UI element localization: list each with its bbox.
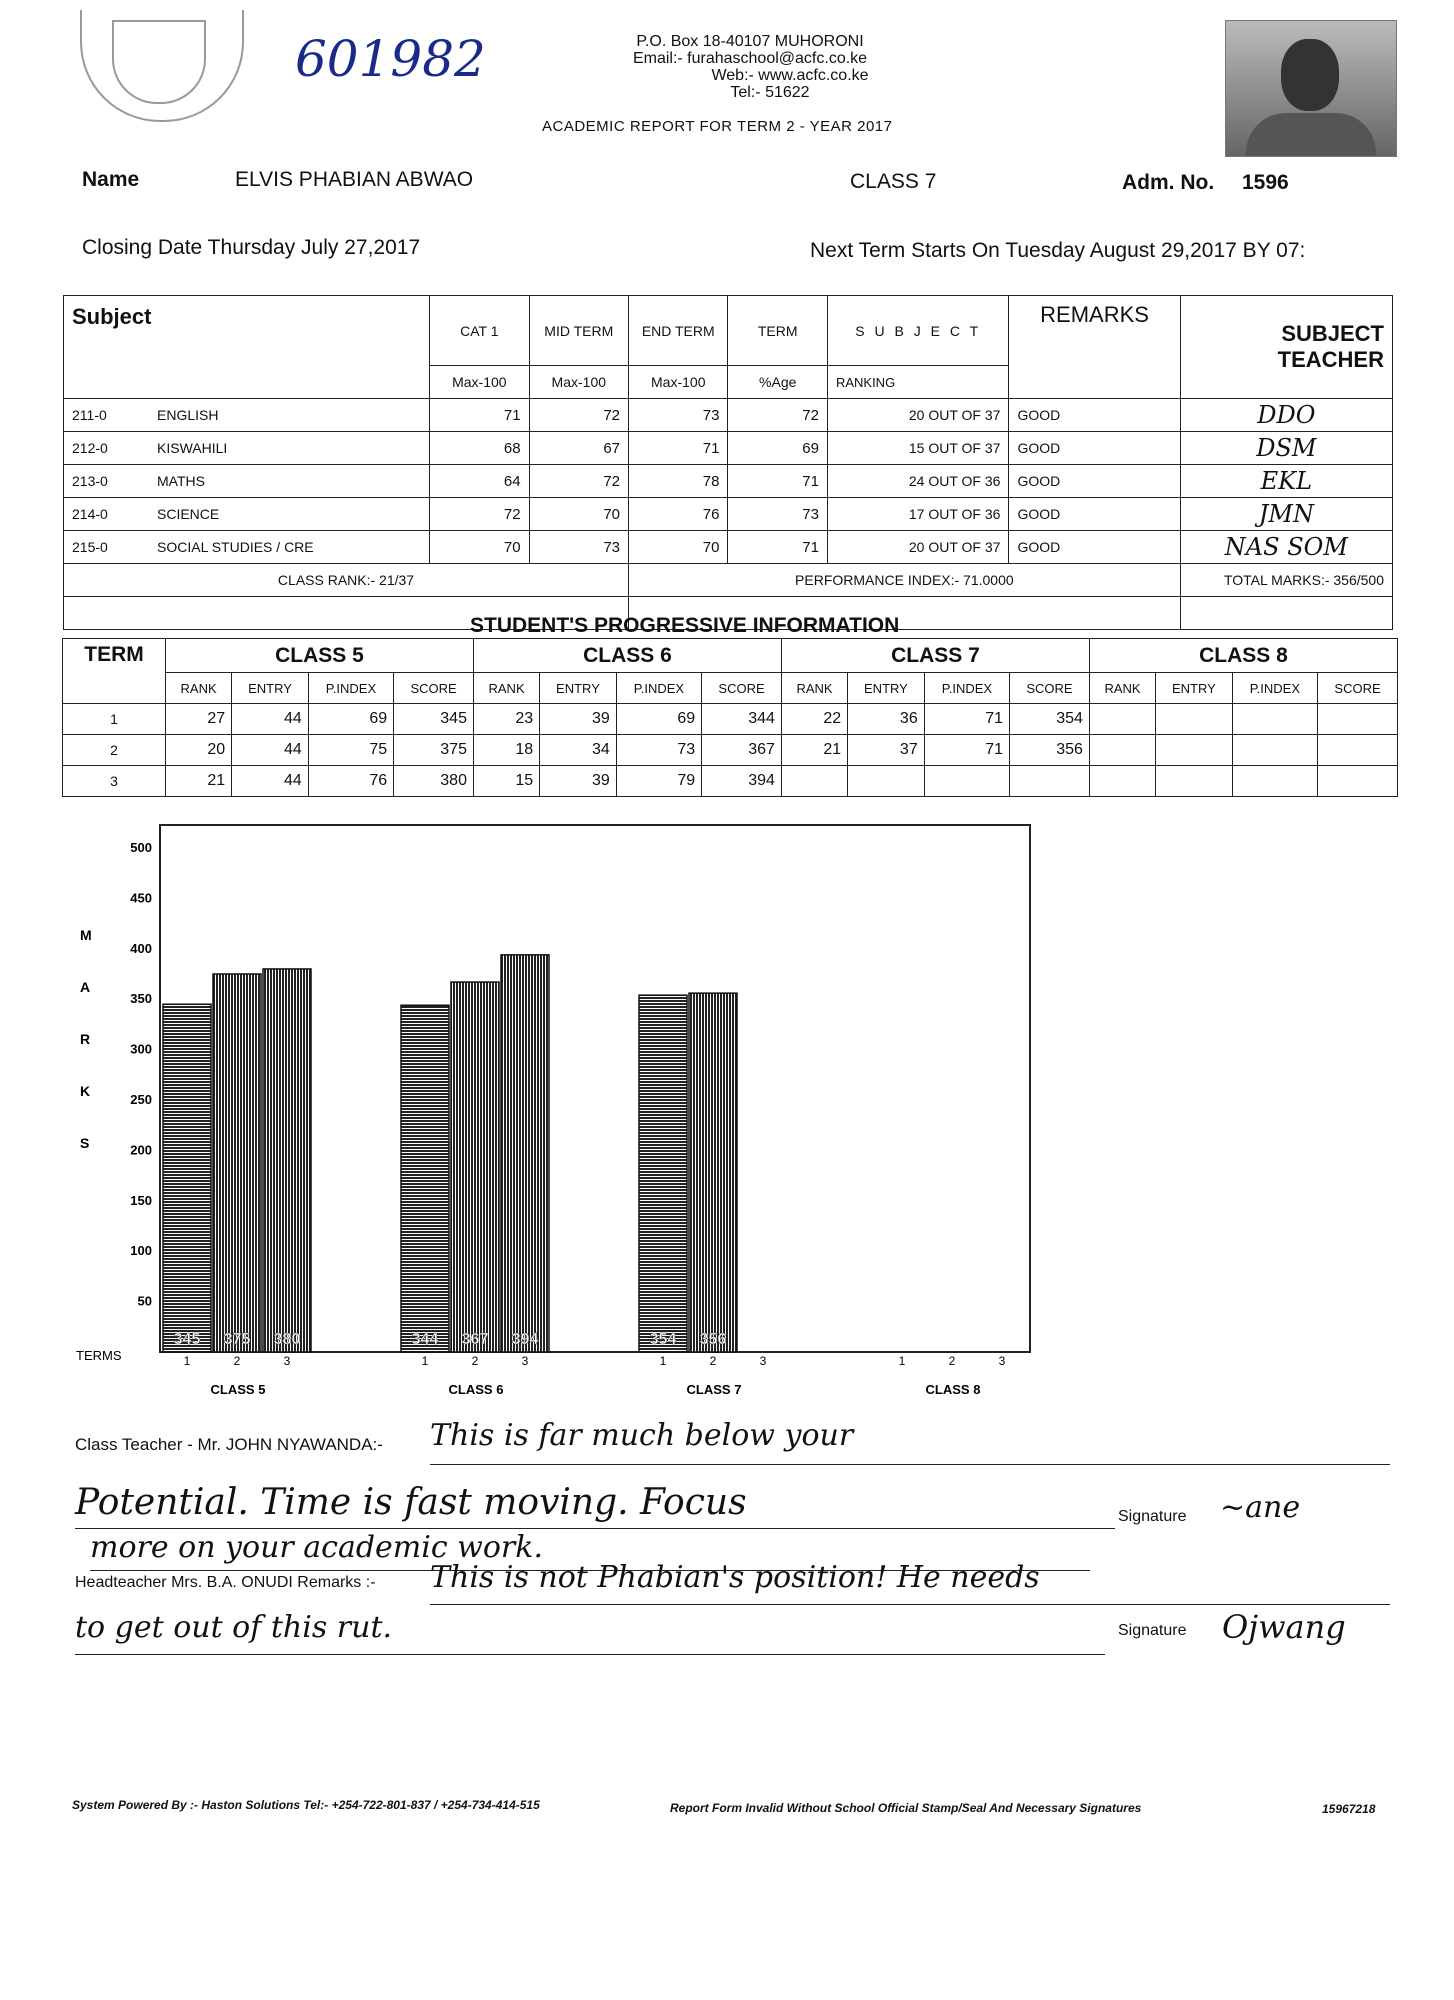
bar-data-label: 345 — [173, 1331, 201, 1348]
progress-cell: 37 — [848, 735, 925, 766]
subject-code: 214-0 — [72, 505, 108, 522]
col-ranking-sub: RANKING — [827, 366, 1009, 399]
class-group-label: CLASS 5 — [210, 1382, 266, 1397]
headteacher-label: Headteacher Mrs. B.A. ONUDI Remarks :- — [75, 1574, 376, 1591]
remark-cell: GOOD — [1009, 465, 1180, 498]
y-tick-label: 250 — [130, 1092, 152, 1107]
marks-row — [64, 531, 1393, 564]
term-tick-label: 3 — [998, 1354, 1006, 1368]
bar — [451, 982, 499, 1352]
remark-cell: GOOD — [1009, 531, 1180, 564]
name-label: Name — [82, 168, 140, 191]
subject-code: 211-0 — [72, 406, 107, 423]
progress-row — [63, 735, 1398, 766]
school-contact-block — [600, 33, 900, 101]
rank-cell: 24 OUT OF 36 — [827, 465, 1009, 498]
end-cell: 78 — [629, 465, 728, 498]
marks-row — [64, 465, 1393, 498]
subject-cell — [64, 531, 430, 564]
progress-cell: 367 — [702, 735, 782, 766]
student-photo — [1225, 20, 1397, 157]
progress-cell: 22 — [781, 704, 847, 735]
progress-cell — [1318, 766, 1398, 797]
bar — [401, 1005, 449, 1352]
class-6-header: CLASS 6 — [473, 639, 781, 673]
adm-label: Adm. No. — [1122, 171, 1215, 194]
y-tick-label: 50 — [137, 1293, 152, 1309]
progress-cell — [781, 766, 847, 797]
bar — [639, 995, 687, 1352]
y-axis-label-letter: K — [80, 1083, 91, 1099]
progress-cell — [1010, 766, 1090, 797]
student-name: ELVIS PHABIAN ABWAO — [235, 168, 474, 191]
col-subject: Subject — [64, 296, 430, 399]
progress-subheader: P.INDEX — [308, 673, 393, 704]
col-mid: MID TERM — [529, 296, 628, 366]
teacher-cell: EKL — [1180, 465, 1392, 498]
progress-subheader: RANK — [166, 673, 232, 704]
progress-cell: 21 — [781, 735, 847, 766]
performance-index: PERFORMANCE INDEX:- 71.0000 — [629, 564, 1181, 597]
term-tick-label: 3 — [283, 1354, 291, 1368]
term-tick-label: 1 — [183, 1354, 191, 1368]
headteacher-signature: Ojwang — [1222, 1608, 1346, 1646]
bar-data-label: 375 — [223, 1331, 251, 1348]
progress-subheader: P.INDEX — [1232, 673, 1317, 704]
term-cell: 71 — [728, 531, 827, 564]
y-tick-label: 300 — [130, 1041, 152, 1057]
progress-cell: 44 — [232, 704, 309, 735]
term-tick-label: 2 — [233, 1354, 241, 1368]
empty-cell — [1180, 597, 1392, 630]
progress-subheader: ENTRY — [540, 673, 617, 704]
progress-subheader: P.INDEX — [924, 673, 1009, 704]
progress-cell: 356 — [1010, 735, 1090, 766]
remark-cell: GOOD — [1009, 432, 1180, 465]
y-axis-label-letter: A — [80, 979, 91, 995]
progress-subheader: RANK — [1089, 673, 1155, 704]
progress-cell: 20 — [166, 735, 232, 766]
progress-cell: 345 — [394, 704, 474, 735]
progress-subheader: SCORE — [394, 673, 474, 704]
y-axis-label-letter: R — [80, 1031, 91, 1047]
progress-cell — [1089, 766, 1155, 797]
progress-table — [62, 638, 1398, 797]
total-marks: TOTAL MARKS:- 356/500 — [1180, 564, 1392, 597]
remark-cell: GOOD — [1009, 498, 1180, 531]
progress-cell: 375 — [394, 735, 474, 766]
progress-cell: 75 — [308, 735, 393, 766]
closing-date: Closing Date Thursday July 27,2017 — [82, 236, 421, 259]
term-tick-label: 2 — [948, 1354, 956, 1368]
subject-name: MATHS — [157, 472, 205, 489]
term-cell: 69 — [728, 432, 827, 465]
progress-subheader: SCORE — [1318, 673, 1398, 704]
handwritten-number: 601982 — [295, 30, 486, 88]
class-teacher-signature: ~ane — [1220, 1490, 1301, 1525]
class-group-label: CLASS 8 — [925, 1382, 981, 1397]
col-end: END TERM — [629, 296, 728, 366]
teacher-cell: DSM — [1180, 432, 1392, 465]
telephone: Tel:- 51622 — [730, 84, 810, 101]
class-group-label: CLASS 7 — [686, 1382, 742, 1397]
bar — [213, 974, 261, 1352]
invalid-notice: Report Form Invalid Without School Official Stamp/Seal And Necessary Signatures — [670, 1801, 1142, 1815]
next-term: Next Term Starts On Tuesday August 29,2017 BY 07: — [810, 239, 1306, 262]
subject-code: 213-0 — [72, 472, 108, 489]
headteacher-remark-line2: to get out of this rut. — [75, 1610, 1105, 1655]
cat1-cell: 64 — [430, 465, 529, 498]
subject-name: KISWAHILI — [157, 439, 228, 456]
term-cell: 71 — [728, 465, 827, 498]
col-cat1: CAT 1 — [430, 296, 529, 366]
website: Web:- www.acfc.co.ke — [711, 67, 869, 84]
student-class: CLASS 7 — [850, 170, 937, 193]
class-7-header: CLASS 7 — [781, 639, 1089, 673]
form-code: 15967218 — [1322, 1802, 1376, 1816]
subject-code: 212-0 — [72, 439, 108, 456]
progress-cell — [1156, 704, 1233, 735]
end-cell: 76 — [629, 498, 728, 531]
mid-cell: 72 — [529, 399, 628, 432]
col-mid-sub: Max-100 — [529, 366, 628, 399]
progress-cell — [1089, 704, 1155, 735]
progress-cell: 44 — [232, 766, 309, 797]
y-tick-label: 400 — [130, 940, 152, 956]
marks-row — [64, 399, 1393, 432]
progress-cell: 23 — [473, 704, 539, 735]
progress-cell: 18 — [473, 735, 539, 766]
col-end-sub: Max-100 — [629, 366, 728, 399]
bar — [263, 969, 311, 1352]
rank-cell: 15 OUT OF 37 — [827, 432, 1009, 465]
progress-subheader: RANK — [473, 673, 539, 704]
term-tick-label: 3 — [759, 1354, 767, 1368]
class-teacher-label: Class Teacher - Mr. JOHN NYAWANDA:- — [75, 1435, 383, 1454]
rank-cell: 20 OUT OF 37 — [827, 399, 1009, 432]
col-cat1-sub: Max-100 — [430, 366, 529, 399]
class-teacher-remark-line1: This is far much below your — [430, 1418, 1390, 1465]
term-cell: 72 — [728, 399, 827, 432]
cat1-cell: 71 — [430, 399, 529, 432]
cat1-cell: 68 — [430, 432, 529, 465]
headteacher-signature-label: Signature — [1118, 1622, 1187, 1639]
mid-cell: 70 — [529, 498, 628, 531]
bar — [501, 955, 549, 1352]
powered-by: System Powered By :- Haston Solutions Tel:- +254-722-801-837 / +254-734-414-515 — [72, 1798, 540, 1812]
rank-cell: 17 OUT OF 36 — [827, 498, 1009, 531]
term-header: TERM — [63, 639, 166, 704]
progress-cell: 36 — [848, 704, 925, 735]
progress-cell: 380 — [394, 766, 474, 797]
bar-data-label: 344 — [411, 1331, 439, 1348]
class-group-label: CLASS 6 — [448, 1382, 504, 1397]
col-ranking: S U B J E C T — [827, 296, 1009, 366]
subject-cell — [64, 432, 430, 465]
cat1-cell: 72 — [430, 498, 529, 531]
progress-subheader: ENTRY — [1156, 673, 1233, 704]
bar — [163, 1004, 211, 1352]
progress-title: STUDENT'S PROGRESSIVE INFORMATION — [470, 614, 900, 637]
bar-data-label: 380 — [273, 1331, 301, 1348]
subject-name: SCIENCE — [157, 505, 220, 522]
class-teacher-remark-line2: Potential. Time is fast moving. Focus — [75, 1482, 1115, 1529]
progress-cell: 344 — [702, 704, 782, 735]
term-tick-label: 1 — [898, 1354, 906, 1368]
progress-cell: 34 — [540, 735, 617, 766]
cat1-cell: 70 — [430, 531, 529, 564]
bar-data-label: 394 — [511, 1331, 539, 1348]
bar-data-label: 356 — [699, 1331, 727, 1348]
col-teacher: SUBJECT TEACHER — [1180, 296, 1392, 399]
progress-term: 2 — [63, 735, 166, 766]
teacher-cell: DDO — [1180, 399, 1392, 432]
class-teacher-remark-line3: more on your academic work. — [90, 1530, 1090, 1571]
progress-cell — [1318, 735, 1398, 766]
term-tick-label: 3 — [521, 1354, 529, 1368]
remark-cell: GOOD — [1009, 399, 1180, 432]
y-tick-label: 500 — [130, 840, 152, 855]
marks-row — [64, 432, 1393, 465]
term-cell: 73 — [728, 498, 827, 531]
progress-cell: 39 — [540, 766, 617, 797]
col-remarks: REMARKS — [1009, 296, 1180, 399]
bar-data-label: 367 — [461, 1331, 489, 1348]
y-tick-label: 350 — [130, 991, 152, 1007]
progress-cell: 76 — [308, 766, 393, 797]
y-axis-label-letter: S — [80, 1135, 90, 1151]
class-rank: CLASS RANK:- 21/37 — [64, 564, 629, 597]
adm-number: 1596 — [1242, 171, 1289, 194]
progress-cell: 15 — [473, 766, 539, 797]
y-axis-label-letter: M — [80, 927, 92, 943]
progress-cell — [1232, 704, 1317, 735]
bar — [689, 993, 737, 1352]
class-teacher-signature-label: Signature — [1118, 1508, 1187, 1525]
progress-cell: 394 — [702, 766, 782, 797]
col-term-sub: %Age — [728, 366, 827, 399]
progress-subheader: P.INDEX — [616, 673, 701, 704]
y-tick-label: 450 — [130, 890, 152, 906]
progress-cell — [1156, 766, 1233, 797]
marks-row — [64, 498, 1393, 531]
progress-cell: 73 — [616, 735, 701, 766]
bar-data-label: 354 — [649, 1331, 677, 1348]
address: P.O. Box 18-40107 MUHORONI — [636, 33, 864, 50]
progress-cell: 79 — [616, 766, 701, 797]
teacher-cell: JMN — [1180, 498, 1392, 531]
school-crest-logo — [80, 10, 244, 122]
progress-subheader: SCORE — [702, 673, 782, 704]
progress-cell — [1156, 735, 1233, 766]
progress-cell — [924, 766, 1009, 797]
progress-cell: 71 — [924, 735, 1009, 766]
email: Email:- furahaschool@acfc.co.ke — [632, 50, 868, 67]
subject-name: ENGLISH — [157, 406, 219, 423]
teacher-cell: NAS SOM — [1180, 531, 1392, 564]
mid-cell: 72 — [529, 465, 628, 498]
progress-cell: 354 — [1010, 704, 1090, 735]
y-tick-label: 150 — [130, 1192, 152, 1208]
progress-cell: 27 — [166, 704, 232, 735]
progress-cell: 69 — [308, 704, 393, 735]
headteacher-remark-line1: This is not Phabian's position! He needs — [430, 1560, 1390, 1605]
end-cell: 70 — [629, 531, 728, 564]
progress-cell — [1232, 766, 1317, 797]
col-term: TERM — [728, 296, 827, 366]
end-cell: 73 — [629, 399, 728, 432]
subject-cell — [64, 399, 430, 432]
rank-cell: 20 OUT OF 37 — [827, 531, 1009, 564]
term-tick-label: 2 — [471, 1354, 479, 1368]
y-tick-label: 200 — [130, 1142, 152, 1158]
progress-term: 1 — [63, 704, 166, 735]
y-tick-label: 100 — [130, 1243, 152, 1259]
marks-table — [63, 295, 1393, 630]
report-title: ACADEMIC REPORT FOR TERM 2 - YEAR 2017 — [542, 118, 893, 135]
progress-row — [63, 766, 1398, 797]
mid-cell: 73 — [529, 531, 628, 564]
progress-subheader: ENTRY — [232, 673, 309, 704]
progress-cell — [1089, 735, 1155, 766]
progress-subheader: ENTRY — [848, 673, 925, 704]
subject-name: SOCIAL STUDIES / CRE — [157, 538, 314, 555]
progress-cell — [1232, 735, 1317, 766]
progress-cell — [848, 766, 925, 797]
progress-cell: 71 — [924, 704, 1009, 735]
progress-term: 3 — [63, 766, 166, 797]
subject-code: 215-0 — [72, 538, 108, 555]
mid-cell: 67 — [529, 432, 628, 465]
progress-cell — [1318, 704, 1398, 735]
end-cell: 71 — [629, 432, 728, 465]
subject-cell — [64, 465, 430, 498]
class-8-header: CLASS 8 — [1089, 639, 1397, 673]
term-tick-label: 1 — [659, 1354, 667, 1368]
subject-cell — [64, 498, 430, 531]
progress-cell: 69 — [616, 704, 701, 735]
progress-subheader: SCORE — [1010, 673, 1090, 704]
marks-chart — [60, 820, 1040, 1410]
progress-subheader: RANK — [781, 673, 847, 704]
progress-cell: 39 — [540, 704, 617, 735]
term-tick-label: 2 — [709, 1354, 717, 1368]
progress-cell: 44 — [232, 735, 309, 766]
progress-cell: 21 — [166, 766, 232, 797]
class-5-header: CLASS 5 — [166, 639, 474, 673]
x-axis-label: TERMS — [76, 1348, 122, 1363]
progress-row — [63, 704, 1398, 735]
term-tick-label: 1 — [421, 1354, 429, 1368]
